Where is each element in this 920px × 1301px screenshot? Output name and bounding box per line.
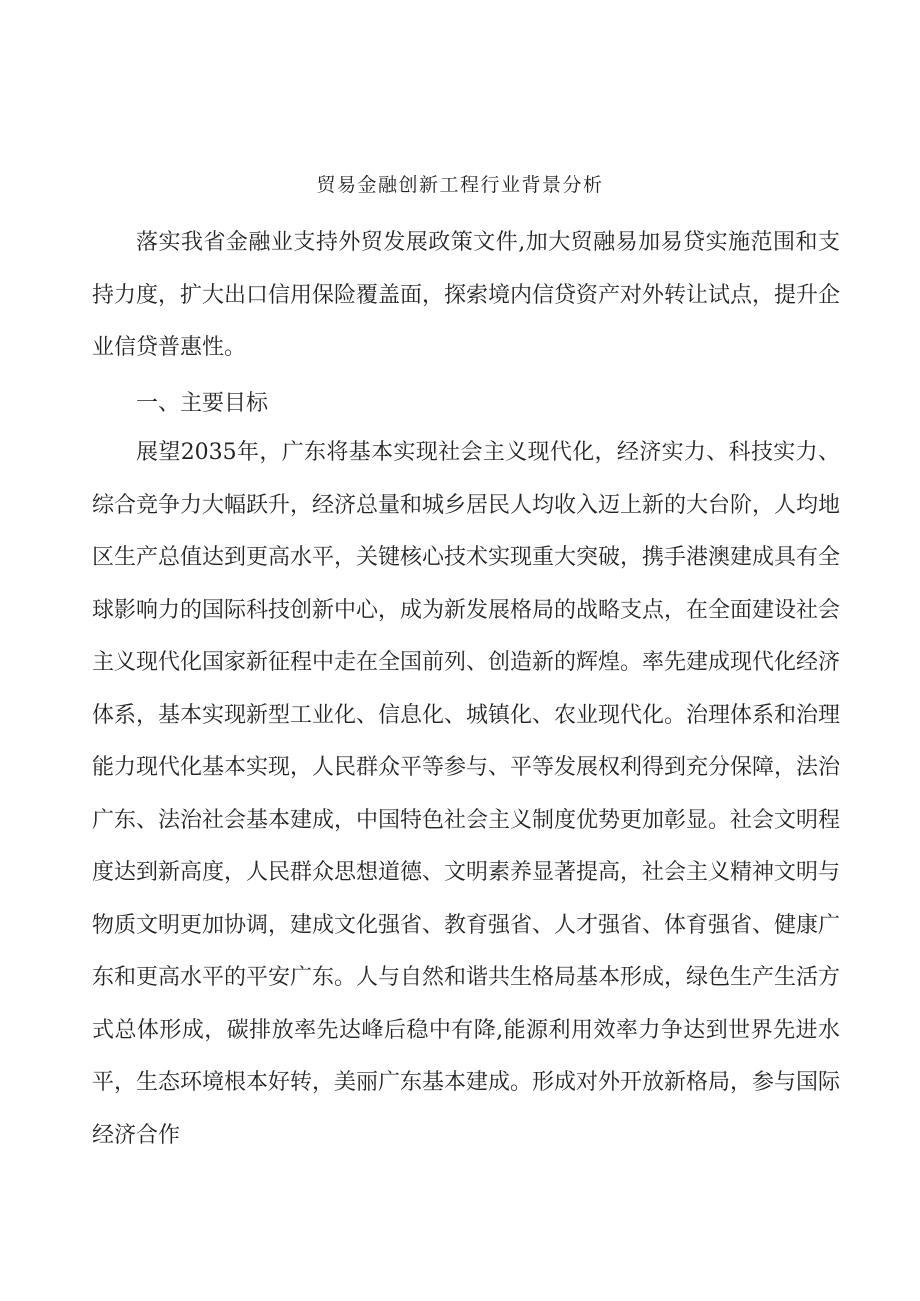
body-paragraph: 展望2035年，广东将基本实现社会主义现代化，经济实力、科技实力、综合竞争力大幅跃升，经济总量和城乡居民人均收入迈上新的大台阶，人均地区生产总值达到更高水平，关键核心技术实现重大突破，携手港澳建成具有全球影响力的国际科技创新中心，成为新发展格局的战略支点，在全面建设社会主义现代化国家新征程中走在全国前列、创造新的辉煌。率先建成现代化经济体系，基本实现新型工业化、信息化、城镇化、农业现代化。治理体系和治理能力现代化基本实现，人民群众平等参与、平等发展权利得到充分保障，法治广东、法治社会基本建成，中国特色社会主义制度优势更加彰显。社会文明程度达到新高度，人民群众思想道德、文明素养显著提高，社会主义精神文明与物质文明更加协调，建成文化强省、教育强省、人才强省、体育强省、健康广东和更高水平的平安广东。人与自然和谐共生格局基本形成，绿色生产生活方式总体形成，碳排放率先达峰后稳中有降,能源利用效率力争达到世界先进水平，生态环境根本好转，美丽广东基本建成。形成对外开放新格局，参与国际经济合作	[92, 440, 841, 1148]
section-heading: 一、主要目标	[136, 391, 269, 416]
document-title: 贸易金融创新工程行业背景分析	[316, 174, 604, 196]
intro-paragraph: 落实我省金融业支持外贸发展政策文件,加大贸融易加易贷实施范围和支持力度，扩大出口信用保险覆盖面，探索境内信贷资产对外转让试点，提升企业信贷普惠性。	[92, 230, 841, 360]
